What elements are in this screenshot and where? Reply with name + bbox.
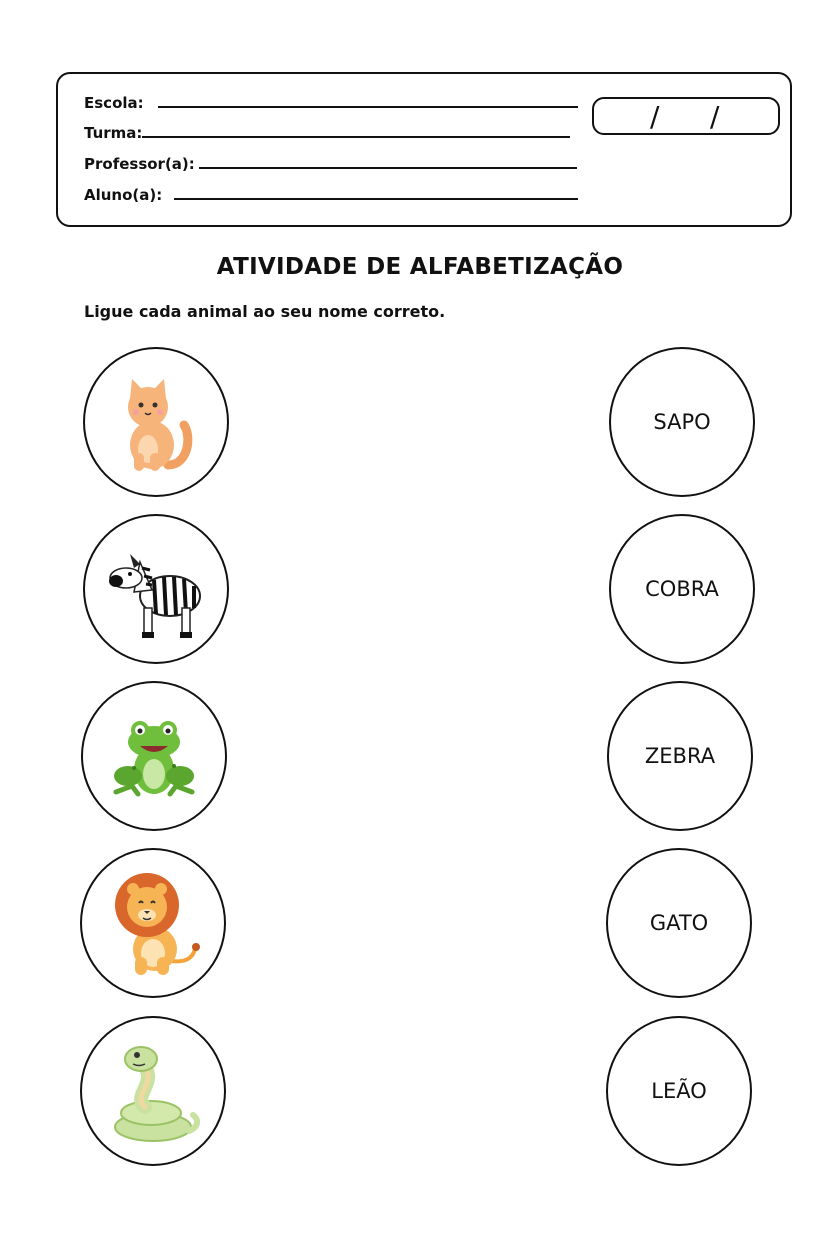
word-label-1: SAPO	[653, 410, 711, 434]
student-field[interactable]	[174, 198, 578, 200]
animal-circle-cat[interactable]	[83, 347, 229, 497]
lion-icon	[101, 865, 205, 981]
animal-circle-snake[interactable]	[80, 1016, 226, 1166]
zebra-icon	[104, 534, 208, 644]
date-separator-1: /	[650, 100, 660, 133]
word-circle-4[interactable]	[606, 848, 752, 998]
instruction-text: Ligue cada animal ao seu nome correto.	[84, 302, 446, 321]
word-label-3: ZEBRA	[644, 744, 716, 768]
student-label: Aluno(a):	[84, 186, 163, 204]
snake-icon	[103, 1035, 203, 1147]
date-field[interactable]	[592, 97, 780, 135]
teacher-row	[84, 155, 577, 173]
word-circle-3[interactable]	[607, 681, 753, 831]
cat-icon	[106, 367, 206, 477]
animal-circle-zebra[interactable]	[83, 514, 229, 664]
word-circle-1[interactable]	[609, 347, 755, 497]
page-title: ATIVIDADE DE ALFABETIZAÇÃO	[216, 254, 624, 280]
class-row	[84, 124, 570, 142]
frog-icon	[104, 706, 204, 806]
class-field[interactable]	[142, 136, 570, 138]
word-label-4: GATO	[649, 911, 709, 935]
school-row	[84, 94, 578, 112]
word-circle-5[interactable]	[606, 1016, 752, 1166]
word-label-5: LEÃO	[651, 1079, 707, 1103]
teacher-field[interactable]	[199, 167, 577, 169]
header-form	[56, 72, 792, 227]
class-label: Turma:	[84, 124, 143, 142]
animal-circle-lion[interactable]	[80, 848, 226, 998]
school-label: Escola:	[84, 94, 144, 112]
student-row	[84, 186, 578, 204]
school-field[interactable]	[158, 106, 578, 108]
word-label-2: COBRA	[645, 577, 719, 601]
teacher-label: Professor(a):	[84, 155, 195, 173]
word-circle-2[interactable]	[609, 514, 755, 664]
date-separator-2: /	[710, 100, 720, 133]
animal-circle-frog[interactable]	[81, 681, 227, 831]
